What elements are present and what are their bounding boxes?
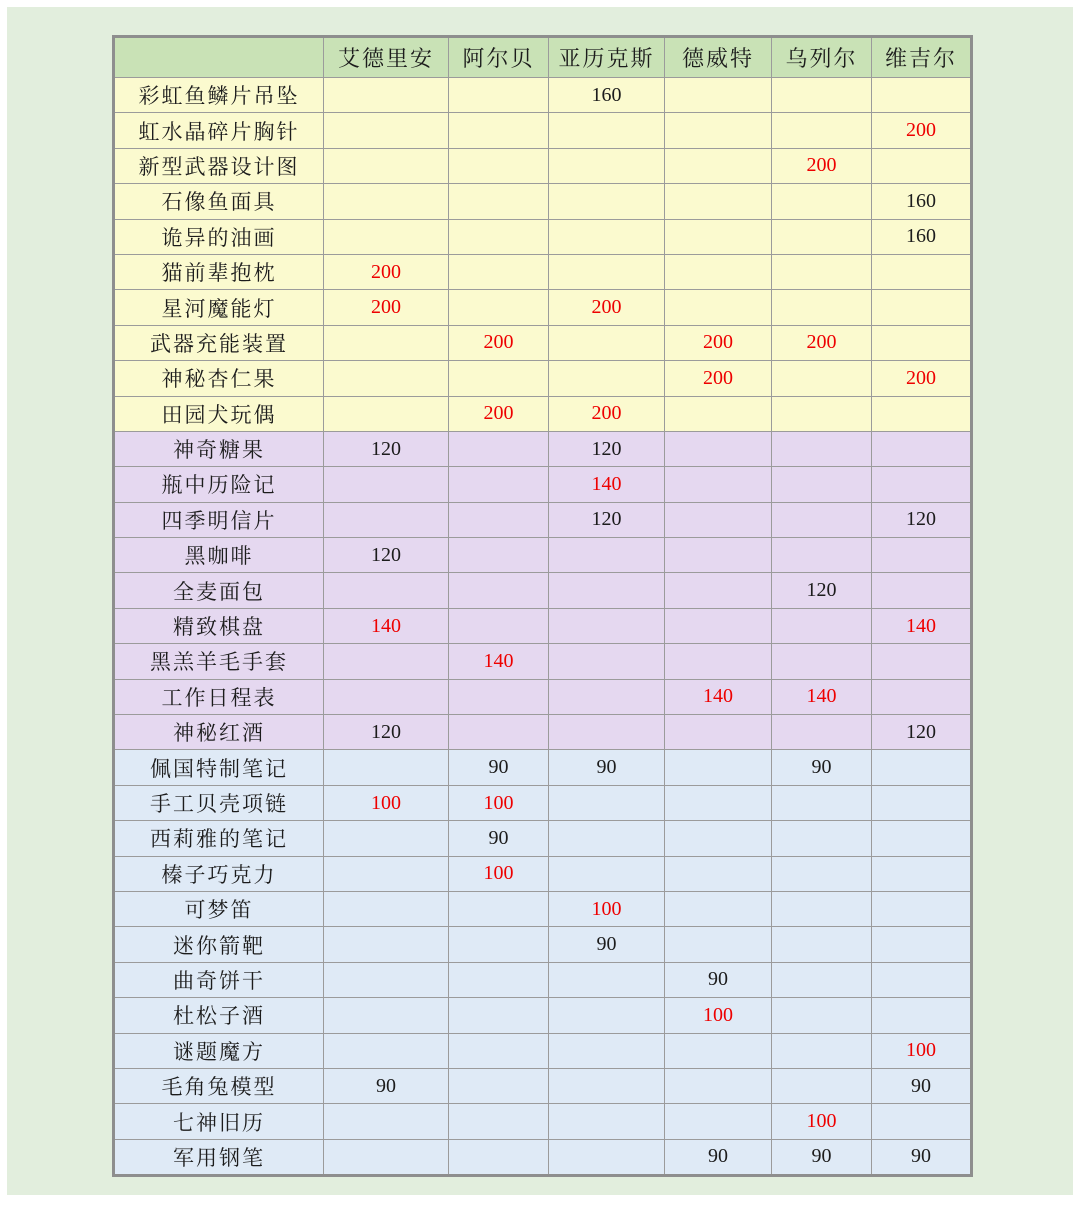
- row-label: 七神旧历: [114, 1104, 324, 1139]
- value-cell: [449, 184, 549, 219]
- value-cell: 160: [549, 78, 665, 113]
- value-cell: [665, 750, 772, 785]
- row-label: 四季明信片: [114, 502, 324, 537]
- row-label: 迷你箭靶: [114, 927, 324, 962]
- table-row: [114, 750, 972, 785]
- column-header-3: 亚历克斯: [549, 37, 665, 78]
- row-label: 军用钢笔: [114, 1139, 324, 1175]
- value-cell: 100: [549, 891, 665, 926]
- value-cell: [665, 113, 772, 148]
- value-cell: 90: [549, 927, 665, 962]
- table-row: [114, 927, 972, 962]
- value-cell: [549, 821, 665, 856]
- row-label: 工作日程表: [114, 679, 324, 714]
- value-cell: [872, 644, 972, 679]
- value-cell: [665, 184, 772, 219]
- value-cell: [324, 573, 449, 608]
- value-cell: 120: [549, 431, 665, 466]
- value-cell: [772, 927, 872, 962]
- table-row: [114, 573, 972, 608]
- value-cell: [324, 396, 449, 431]
- value-cell: [872, 148, 972, 183]
- value-cell: [324, 856, 449, 891]
- page-background-panel: [7, 7, 1073, 1195]
- value-cell: [449, 1104, 549, 1139]
- value-cell: [665, 1104, 772, 1139]
- value-cell: [324, 821, 449, 856]
- value-cell: [324, 219, 449, 254]
- value-cell: [772, 538, 872, 573]
- value-cell: [549, 538, 665, 573]
- value-cell: [665, 856, 772, 891]
- value-cell: [772, 502, 872, 537]
- table-row: [114, 325, 972, 360]
- value-cell: 200: [324, 254, 449, 289]
- value-cell: [665, 78, 772, 113]
- table-row: [114, 1068, 972, 1103]
- value-cell: [449, 113, 549, 148]
- value-cell: [872, 750, 972, 785]
- row-label: 虹水晶碎片胸针: [114, 113, 324, 148]
- value-cell: 120: [549, 502, 665, 537]
- value-cell: [772, 785, 872, 820]
- value-cell: [665, 715, 772, 750]
- table-body: [114, 78, 972, 1176]
- value-cell: [324, 78, 449, 113]
- column-header-4: 德威特: [665, 37, 772, 78]
- value-cell: 140: [872, 608, 972, 643]
- value-cell: [772, 78, 872, 113]
- value-cell: [872, 396, 972, 431]
- row-label: 田园犬玩偶: [114, 396, 324, 431]
- value-cell: [324, 927, 449, 962]
- table-row: [114, 78, 972, 113]
- value-cell: [549, 361, 665, 396]
- value-cell: [665, 431, 772, 466]
- value-cell: [772, 290, 872, 325]
- value-cell: [324, 325, 449, 360]
- value-cell: [324, 1139, 449, 1175]
- table-row: [114, 502, 972, 537]
- value-cell: 200: [772, 148, 872, 183]
- value-cell: [665, 254, 772, 289]
- gift-value-table: [112, 35, 973, 1177]
- table-row: [114, 856, 972, 891]
- value-cell: [772, 821, 872, 856]
- row-label: 曲奇饼干: [114, 962, 324, 997]
- column-header-5: 乌列尔: [772, 37, 872, 78]
- table-row: [114, 644, 972, 679]
- table-row: [114, 891, 972, 926]
- table-row: [114, 431, 972, 466]
- value-cell: [872, 1104, 972, 1139]
- value-cell: [772, 431, 872, 466]
- corner-cell: [114, 37, 324, 78]
- row-label: 武器充能装置: [114, 325, 324, 360]
- value-cell: [449, 290, 549, 325]
- value-cell: 100: [449, 785, 549, 820]
- value-cell: [872, 856, 972, 891]
- value-cell: 200: [665, 361, 772, 396]
- value-cell: [772, 891, 872, 926]
- value-cell: [665, 467, 772, 502]
- value-cell: [324, 1104, 449, 1139]
- value-cell: [772, 113, 872, 148]
- value-cell: [772, 1068, 872, 1103]
- value-cell: [549, 1033, 665, 1068]
- value-cell: [665, 1068, 772, 1103]
- table-row: [114, 254, 972, 289]
- value-cell: [449, 679, 549, 714]
- value-cell: [449, 538, 549, 573]
- value-cell: [449, 219, 549, 254]
- value-cell: 200: [549, 290, 665, 325]
- value-cell: 120: [872, 715, 972, 750]
- value-cell: [665, 644, 772, 679]
- value-cell: 100: [324, 785, 449, 820]
- row-label: 佩国特制笔记: [114, 750, 324, 785]
- row-label: 毛角兔模型: [114, 1068, 324, 1103]
- row-label: 黑羔羊毛手套: [114, 644, 324, 679]
- value-cell: [324, 148, 449, 183]
- column-header-1: 艾德里安: [324, 37, 449, 78]
- value-cell: [324, 502, 449, 537]
- row-label: 石像鱼面具: [114, 184, 324, 219]
- value-cell: [324, 962, 449, 997]
- value-cell: 200: [772, 325, 872, 360]
- value-cell: [872, 927, 972, 962]
- value-cell: [665, 538, 772, 573]
- value-cell: [449, 148, 549, 183]
- value-cell: 140: [449, 644, 549, 679]
- value-cell: [549, 219, 665, 254]
- value-cell: [549, 785, 665, 820]
- value-cell: 160: [872, 184, 972, 219]
- value-cell: [549, 715, 665, 750]
- value-cell: [772, 361, 872, 396]
- value-cell: [324, 184, 449, 219]
- row-label: 手工贝壳项链: [114, 785, 324, 820]
- row-label: 谜题魔方: [114, 1033, 324, 1068]
- row-label: 诡异的油画: [114, 219, 324, 254]
- row-label: 猫前辈抱枕: [114, 254, 324, 289]
- value-cell: [549, 148, 665, 183]
- value-cell: [872, 78, 972, 113]
- table-row: [114, 219, 972, 254]
- row-label: 全麦面包: [114, 573, 324, 608]
- table-row: [114, 1033, 972, 1068]
- value-cell: [549, 998, 665, 1033]
- value-cell: [772, 467, 872, 502]
- value-cell: 140: [772, 679, 872, 714]
- table-row: [114, 679, 972, 714]
- value-cell: 200: [549, 396, 665, 431]
- table-row: [114, 538, 972, 573]
- value-cell: [449, 1068, 549, 1103]
- row-label: 西莉雅的笔记: [114, 821, 324, 856]
- value-cell: [665, 608, 772, 643]
- row-label: 精致棋盘: [114, 608, 324, 643]
- value-cell: [872, 290, 972, 325]
- value-cell: [872, 325, 972, 360]
- value-cell: [665, 148, 772, 183]
- value-cell: 90: [872, 1068, 972, 1103]
- value-cell: [872, 821, 972, 856]
- value-cell: [449, 927, 549, 962]
- table-row: [114, 290, 972, 325]
- table-row: [114, 361, 972, 396]
- value-cell: [549, 679, 665, 714]
- value-cell: [549, 254, 665, 289]
- value-cell: [449, 962, 549, 997]
- value-cell: [324, 113, 449, 148]
- value-cell: [772, 998, 872, 1033]
- value-cell: [449, 998, 549, 1033]
- table-row: [114, 608, 972, 643]
- value-cell: [449, 502, 549, 537]
- value-cell: [872, 538, 972, 573]
- table-row: [114, 821, 972, 856]
- table-row: [114, 184, 972, 219]
- value-cell: [872, 573, 972, 608]
- value-cell: 90: [665, 962, 772, 997]
- value-cell: 90: [324, 1068, 449, 1103]
- row-label: 可梦笛: [114, 891, 324, 926]
- value-cell: [665, 785, 772, 820]
- value-cell: [549, 113, 665, 148]
- value-cell: 100: [449, 856, 549, 891]
- table-row: [114, 1139, 972, 1175]
- value-cell: 120: [324, 715, 449, 750]
- value-cell: [549, 608, 665, 643]
- value-cell: [549, 573, 665, 608]
- value-cell: [665, 219, 772, 254]
- value-cell: [549, 1104, 665, 1139]
- value-cell: [772, 219, 872, 254]
- value-cell: 120: [324, 538, 449, 573]
- value-cell: 120: [872, 502, 972, 537]
- value-cell: [665, 927, 772, 962]
- value-cell: [449, 715, 549, 750]
- value-cell: 200: [449, 325, 549, 360]
- value-cell: [449, 891, 549, 926]
- value-cell: [324, 891, 449, 926]
- value-cell: [324, 750, 449, 785]
- header-row: [114, 37, 972, 78]
- value-cell: 140: [324, 608, 449, 643]
- value-cell: [872, 431, 972, 466]
- value-cell: 200: [872, 361, 972, 396]
- row-label: 黑咖啡: [114, 538, 324, 573]
- value-cell: [549, 1068, 665, 1103]
- row-label: 榛子巧克力: [114, 856, 324, 891]
- value-cell: [449, 1033, 549, 1068]
- value-cell: [872, 679, 972, 714]
- value-cell: 90: [449, 821, 549, 856]
- value-cell: [665, 573, 772, 608]
- value-cell: 90: [449, 750, 549, 785]
- value-cell: 90: [772, 1139, 872, 1175]
- table-row: [114, 785, 972, 820]
- value-cell: [772, 608, 872, 643]
- value-cell: [449, 608, 549, 643]
- value-cell: [872, 785, 972, 820]
- table-row: [114, 962, 972, 997]
- value-cell: [449, 254, 549, 289]
- table-row: [114, 998, 972, 1033]
- column-header-2: 阿尔贝: [449, 37, 549, 78]
- value-cell: [449, 573, 549, 608]
- value-cell: 200: [872, 113, 972, 148]
- value-cell: [324, 679, 449, 714]
- value-cell: [549, 1139, 665, 1175]
- row-label: 彩虹鱼鳞片吊坠: [114, 78, 324, 113]
- value-cell: [772, 254, 872, 289]
- table-row: [114, 715, 972, 750]
- value-cell: [665, 891, 772, 926]
- value-cell: [665, 1033, 772, 1068]
- value-cell: [772, 856, 872, 891]
- value-cell: [449, 361, 549, 396]
- value-cell: [872, 962, 972, 997]
- table-row: [114, 113, 972, 148]
- value-cell: 200: [665, 325, 772, 360]
- value-cell: [324, 1033, 449, 1068]
- value-cell: [872, 254, 972, 289]
- value-cell: [772, 715, 872, 750]
- value-cell: [449, 78, 549, 113]
- value-cell: 90: [549, 750, 665, 785]
- table-row: [114, 1104, 972, 1139]
- value-cell: [449, 431, 549, 466]
- value-cell: 140: [665, 679, 772, 714]
- column-header-6: 维吉尔: [872, 37, 972, 78]
- value-cell: 160: [872, 219, 972, 254]
- value-cell: [772, 1033, 872, 1068]
- value-cell: 90: [772, 750, 872, 785]
- row-label: 星河魔能灯: [114, 290, 324, 325]
- value-cell: [665, 502, 772, 537]
- row-label: 瓶中历险记: [114, 467, 324, 502]
- value-cell: [449, 467, 549, 502]
- value-cell: 90: [665, 1139, 772, 1175]
- value-cell: [324, 467, 449, 502]
- table-row: [114, 467, 972, 502]
- row-label: 神秘杏仁果: [114, 361, 324, 396]
- value-cell: 200: [324, 290, 449, 325]
- value-cell: [665, 290, 772, 325]
- row-label: 杜松子酒: [114, 998, 324, 1033]
- value-cell: 120: [772, 573, 872, 608]
- table-row: [114, 148, 972, 183]
- row-label: 神奇糖果: [114, 431, 324, 466]
- value-cell: [324, 644, 449, 679]
- table-header: [114, 37, 972, 78]
- value-cell: [324, 361, 449, 396]
- table-row: [114, 396, 972, 431]
- value-cell: [449, 1139, 549, 1175]
- value-cell: [549, 962, 665, 997]
- value-cell: [772, 184, 872, 219]
- value-cell: [549, 325, 665, 360]
- row-label: 新型武器设计图: [114, 148, 324, 183]
- value-cell: [772, 396, 872, 431]
- value-cell: [872, 467, 972, 502]
- value-cell: [872, 891, 972, 926]
- row-label: 神秘红酒: [114, 715, 324, 750]
- value-cell: 120: [324, 431, 449, 466]
- value-cell: [549, 644, 665, 679]
- value-cell: [772, 644, 872, 679]
- value-cell: 140: [549, 467, 665, 502]
- value-cell: 200: [449, 396, 549, 431]
- value-cell: [772, 962, 872, 997]
- value-cell: [872, 998, 972, 1033]
- value-cell: 100: [772, 1104, 872, 1139]
- value-cell: 100: [872, 1033, 972, 1068]
- value-cell: [665, 821, 772, 856]
- value-cell: 90: [872, 1139, 972, 1175]
- value-cell: 100: [665, 998, 772, 1033]
- value-cell: [324, 998, 449, 1033]
- value-cell: [549, 184, 665, 219]
- value-cell: [549, 856, 665, 891]
- value-cell: [665, 396, 772, 431]
